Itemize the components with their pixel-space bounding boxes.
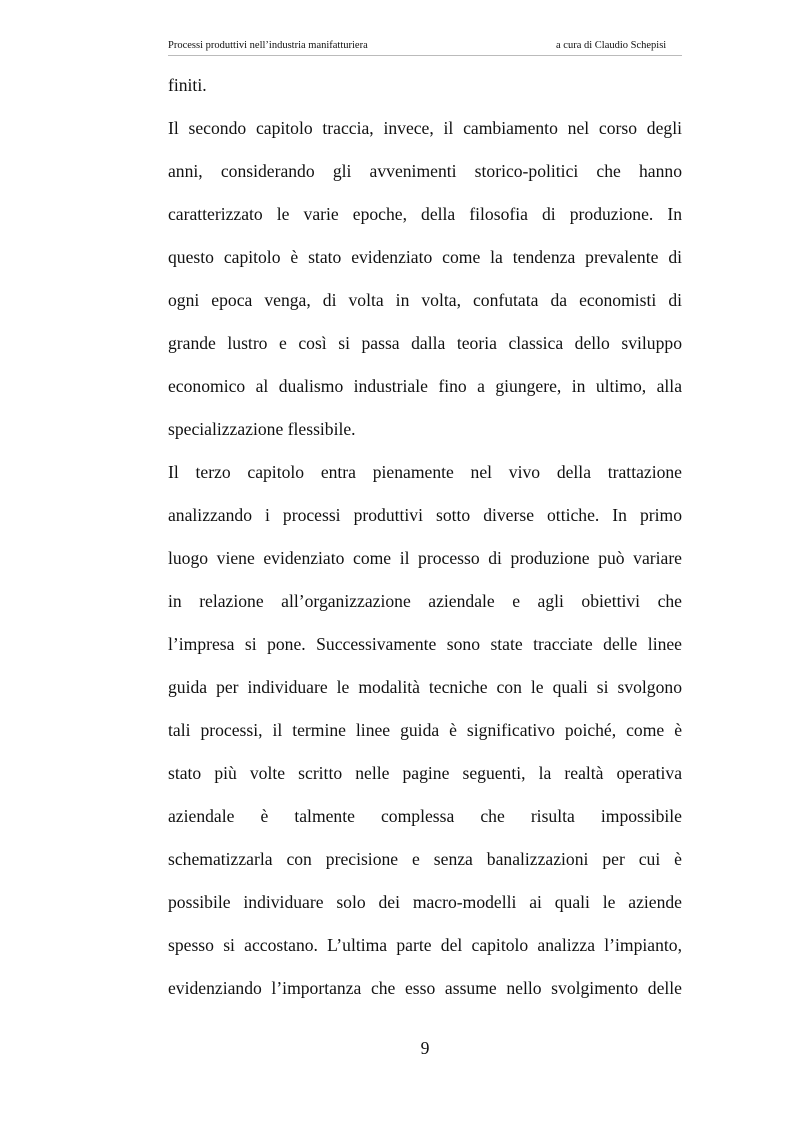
text-line: specializzazione flessibile. bbox=[168, 419, 356, 439]
text-line: aziendale è talmente complessa che risulta impossibile bbox=[168, 806, 682, 826]
text-line: ogni epoca venga, di volta in volta, confutata da economisti di bbox=[168, 290, 682, 310]
text-line: caratterizzato le varie epoche, della filosofia di produzione. In bbox=[168, 204, 682, 224]
text-line: evidenziando l’importanza che esso assume nello svolgimento delle bbox=[168, 978, 682, 998]
text-line: Il secondo capitolo traccia, invece, il cambiamento nel corso degli bbox=[168, 118, 682, 138]
text-line: stato più volte scritto nelle pagine seguenti, la realtà operativa bbox=[168, 763, 682, 783]
text-line: grande lustro e così si passa dalla teoria classica dello sviluppo bbox=[168, 333, 682, 353]
text-line: l’impresa si pone. Successivamente sono state tracciate delle linee bbox=[168, 634, 682, 654]
text-line: finiti. bbox=[168, 75, 207, 95]
header-divider bbox=[168, 55, 682, 56]
header-title: Processi produttivi nell’industria manifatturiera bbox=[168, 40, 368, 51]
text-line: spesso si accostano. L’ultima parte del capitolo analizza l’impianto, bbox=[168, 935, 682, 955]
text-line: in relazione all’organizzazione aziendale e agli obiettivi che bbox=[168, 591, 682, 611]
text-line: questo capitolo è stato evidenziato come la tendenza prevalente di bbox=[168, 247, 682, 267]
header-author: a cura di Claudio Schepisi bbox=[556, 40, 667, 51]
text-line: analizzando i processi produttivi sotto diverse ottiche. In primo bbox=[168, 505, 682, 525]
page-number: 9 bbox=[420, 1038, 430, 1058]
text-line: possibile individuare solo dei macro-modelli ai quali le aziende bbox=[168, 892, 682, 912]
text-line: luogo viene evidenziato come il processo di produzione può variare bbox=[168, 548, 682, 568]
text-line: anni, considerando gli avvenimenti storico-politici che hanno bbox=[168, 161, 682, 181]
text-line: economico al dualismo industriale fino a giungere, in ultimo, alla bbox=[168, 376, 682, 396]
text-line: schematizzarla con precisione e senza banalizzazioni per cui è bbox=[168, 849, 682, 869]
text-line: tali processi, il termine linee guida è significativo poiché, come è bbox=[168, 720, 682, 740]
text-line: guida per individuare le modalità tecniche con le quali si svolgono bbox=[168, 677, 682, 697]
text-line: Il terzo capitolo entra pienamente nel vivo della trattazione bbox=[168, 462, 682, 482]
